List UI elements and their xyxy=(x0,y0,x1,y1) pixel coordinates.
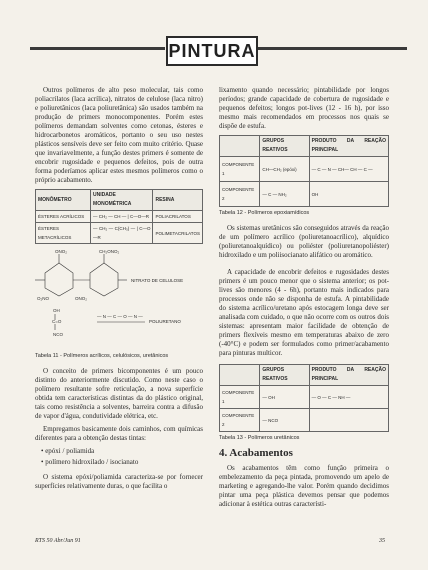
table-12 xyxy=(219,135,389,207)
table-cell: — CH₂ — C(CH₃) — | C—O—R xyxy=(91,223,153,244)
svg-text:ONO₂: ONO₂ xyxy=(75,296,87,301)
table-cell: ÉSTERES ACRÍLICOS xyxy=(36,211,91,223)
svg-text:OH: OH xyxy=(53,308,60,313)
paragraph: A capacidade de encobrir defeitos e rugosidades destes primers é um pouco menor que o sistema anterior; os pot-lives são menores (4 - 6h), portanto mais indicados para processos onde não se disponha de estufa. A pintabilidade do sistema acrílico/uretano após estocagem longa deve ser analisada com cuidado, o que não ocorre com os outros dois sistemas: apresentam maior facilidade de obtenção de primers flexíveis mesmo em temperaturas abaixo de zero (-40°C) e podem ser formulados como primer/acabamento para pinturas multicor. xyxy=(219,268,389,357)
table-cell: COMPONENTE 1 xyxy=(220,157,260,182)
label-nitrato: NITRATO DE CELULOSE xyxy=(131,278,184,283)
list-item: • epóxi / poliamida xyxy=(41,447,95,455)
table-cell: POLIACRILATOS xyxy=(153,211,203,223)
chemical-structures-figure xyxy=(35,248,203,348)
table-12-caption: Tabela 12 - Polímeros epoxiamídicos xyxy=(219,210,310,216)
table-header: PRODUTO DA REAÇÃO PRINCIPAL xyxy=(309,365,388,386)
paragraph: Os sistemas uretânicos são conseguidos através da reação de um polímero acrílico (poliuretanoacrílico), alquídico (poliuretanoalquídico) ou poliéster (poliuretanopoliéster) hidroxilado e um poliisocianato alifático ou aromático. xyxy=(219,224,389,259)
table-header: GRUPOS REATIVOS xyxy=(260,365,309,386)
paragraph: O conceito de primers bicomponentes é um pouco distinto do anteriormente discutido. Como neste caso o polímero resultante sofre reticulação, a nova superfície obtida tem características distintas da do plástico original, tais como resistência a solventes, barreira contra a difusão de vapor d'água, condutividade elétrica, etc. xyxy=(35,367,203,420)
table-cell: — CH₂ — CH — | C—O—R xyxy=(91,211,153,223)
header-rule-right xyxy=(257,47,407,50)
table-header xyxy=(220,365,260,386)
table-cell: — NCO xyxy=(260,409,309,432)
table-header: RESINA xyxy=(153,190,203,211)
table-cell: — C — NH₂ xyxy=(260,182,309,207)
header-rule-left xyxy=(30,47,165,50)
table-cell: — O — C — NH — xyxy=(309,386,388,409)
table-header: MONÔMETRO xyxy=(36,190,91,211)
table-cell: OH xyxy=(309,182,388,207)
svg-text:— N — C — O — N —: — N — C — O — N — xyxy=(97,314,143,319)
section-heading: 4. Acabamentos xyxy=(219,447,293,459)
list-item: • polímero hidroxilado / isocianato xyxy=(41,458,139,466)
paragraph: Empregamos basicamente dois caminhos, com químicas diferentes para a obtenção destas tintas: xyxy=(35,425,203,442)
table-cell xyxy=(309,409,388,432)
cellulose-nitrate-diagram xyxy=(35,248,203,348)
table-cell: COMPONENTE 1 xyxy=(220,386,260,409)
table-cell: — C — N — CH— CH — C — xyxy=(309,157,388,182)
table-row xyxy=(36,223,203,244)
svg-text:O₂NO: O₂NO xyxy=(37,296,49,301)
table-header: PRODUTO DA REAÇÃO PRINCIPAL xyxy=(309,136,388,157)
svg-text:ONO₂: ONO₂ xyxy=(55,249,67,254)
table-cell: ÉSTERES METACRÍLICOS xyxy=(36,223,91,244)
table-row xyxy=(220,157,389,182)
table-header: UNIDADE MONOMÉTRICA xyxy=(91,190,153,211)
table-header: GRUPOS REATIVOS xyxy=(260,136,309,157)
table-13 xyxy=(219,364,389,432)
table-11-caption: Tabela 11 - Polímeros acrílicos, celulósicos, uretânicos xyxy=(35,353,169,359)
svg-text:NCO: NCO xyxy=(53,332,63,337)
table-row xyxy=(220,182,389,207)
svg-text:CH₂ONO₂: CH₂ONO₂ xyxy=(99,249,120,254)
svg-text:C=O: C=O xyxy=(52,319,62,324)
table-cell: CH—CH₂ (epóxi) xyxy=(260,157,309,182)
paragraph: O sistema epóxi/poliamida caracteriza-se por fornecer superfícies relativamente duras, o que facilita o xyxy=(35,473,203,490)
table-cell: POLIMETACRILATOS xyxy=(153,223,203,244)
table-11 xyxy=(35,189,203,244)
label-poliuretano: POLIURETANO xyxy=(149,319,181,324)
table-row xyxy=(220,386,389,409)
paragraph: Os acabamentos têm como função primeira o embelezamento da peça pintada, promovendo um apelo de marketing e agregando-lhe valor. Porém quando decidimos pintar uma peça plástica devemos pensar que podemos adicionar à estética outras característi- xyxy=(219,464,389,508)
table-row xyxy=(36,211,203,223)
table-cell: COMPONENTE 2 xyxy=(220,409,260,432)
table-cell: COMPONENTE 2 xyxy=(220,182,260,207)
paragraph: lixamento quando necessário; pintabilidade por longos períodos; grande capacidade de cobertura de rugosidade e pequenos defeitos; longos pot-lives (12 - 16 h), por isso mesmo mais recomendados em processos nos quais se dispõe de estufa. xyxy=(219,86,389,130)
right-column xyxy=(219,86,389,513)
paragraph: Outros polímeros de alto peso molecular, tais como poliacrilatos (laca acrílica), nitratos de celulose (laca nitro) e poliuretânicos (laca poliuretânica) são usados também na produção de primers monocomponentes. Porém estes polímeros demandam solventes como cetonas, ésteres e hidrocarbonetos aromáticos, portanto o seu uso nestes plásticos sensíveis deve ser feito com muito critério. Quase que invariavelmente, a função destes primers é somente de encobrir rugosidade e pequenos defeitos, pois de outra forma poderíamos aplicar estes mesmos polímeros como o próprio acabamento. xyxy=(35,86,203,184)
table-header xyxy=(220,136,260,157)
table-13-caption: Tabela 13 - Polímeros uretânicos xyxy=(219,435,300,441)
section-title: PINTURA xyxy=(166,36,258,66)
table-cell: — OH xyxy=(260,386,309,409)
table-row xyxy=(220,409,389,432)
page-number: 35 xyxy=(379,538,385,544)
left-column xyxy=(35,86,203,495)
footer-issue: RTS 50 Abr/Jun 91 xyxy=(35,538,81,544)
